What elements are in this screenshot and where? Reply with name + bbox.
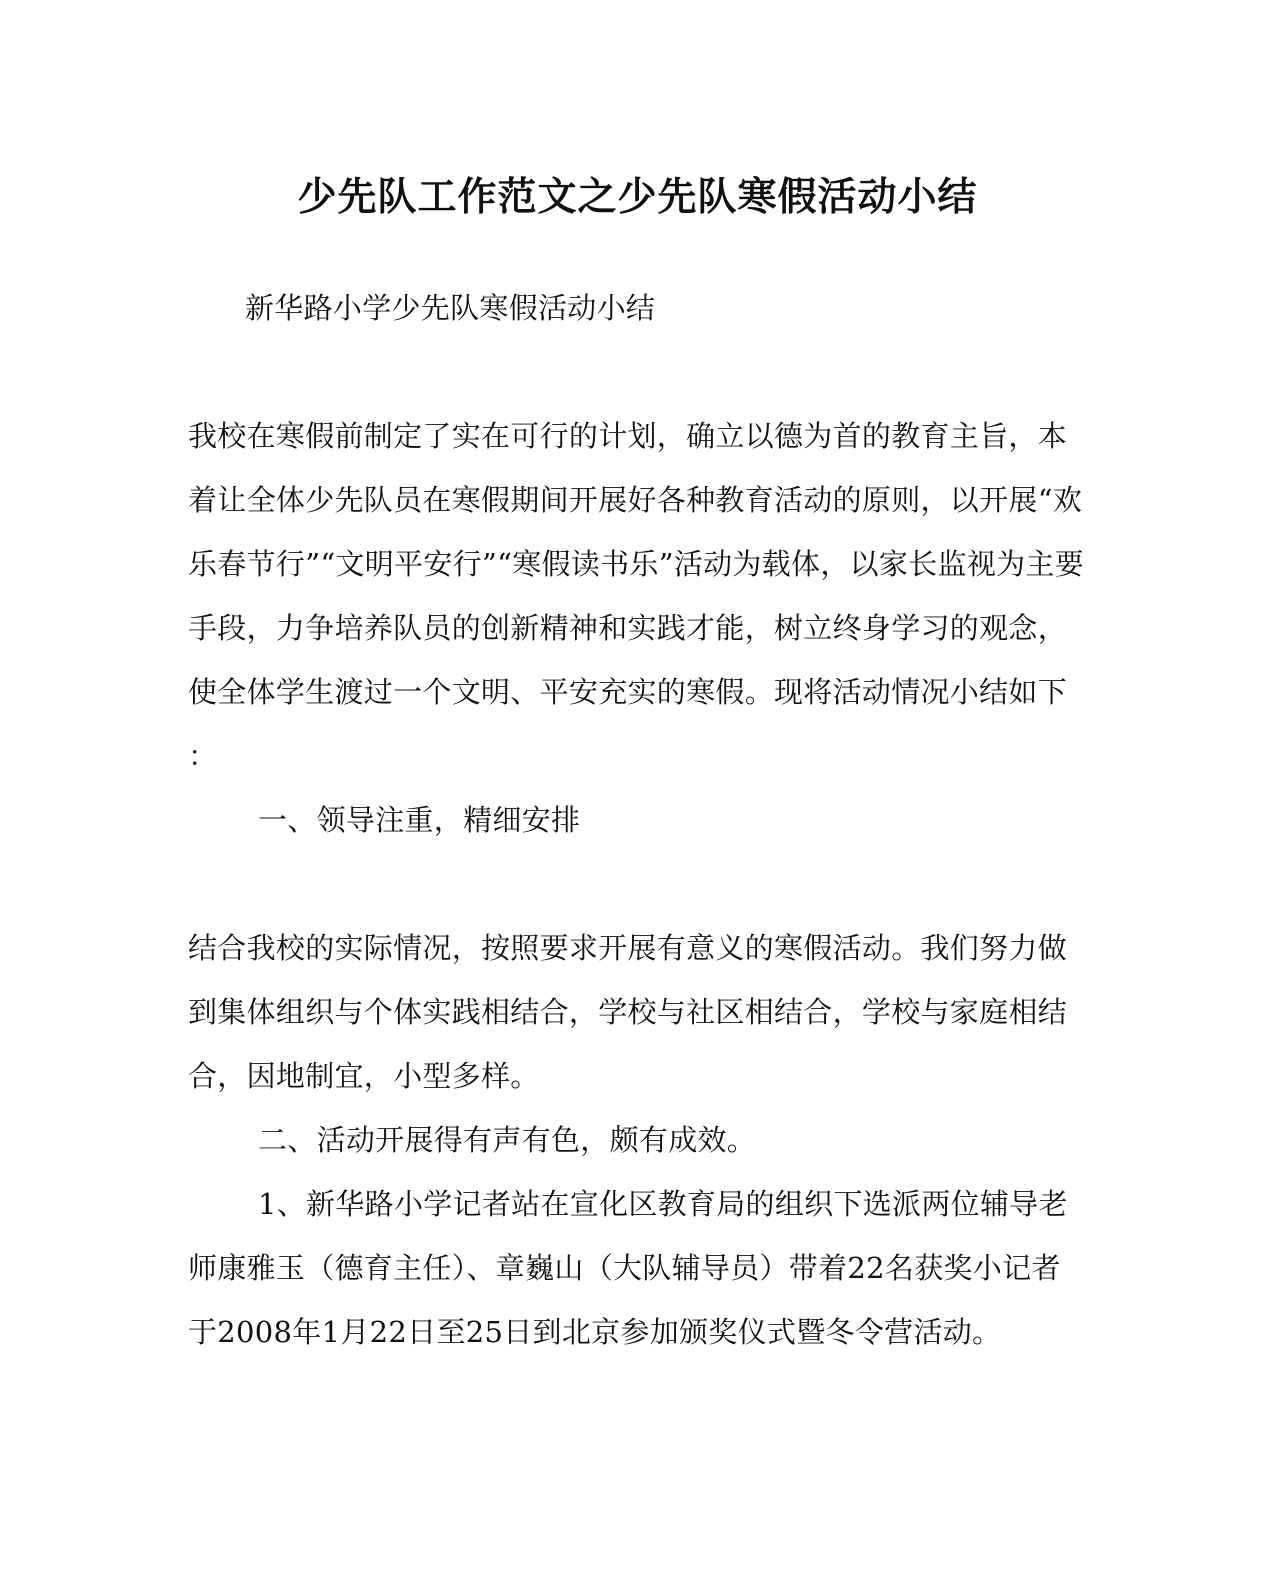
paragraph-line: 到集体组织与个体实践相结合，学校与社区相结合，学校与家庭相结 — [188, 995, 1068, 1029]
paragraph-line: 手段，力争培养队员的创新精神和实践才能，树立终身学习的观念， — [188, 611, 1068, 645]
paragraph-line: 于2008年1月22日至25日到北京参加颁奖仪式暨冬令营活动。 — [188, 1315, 1002, 1349]
section-heading: 二、活动开展得有声有色，颇有成效。 — [258, 1123, 757, 1157]
paragraph-line: 着让全体少先队员在寒假期间开展好各种教育活动的原则，以开展“欢 — [188, 483, 1083, 517]
paragraph-line: 乐春节行”“文明平安行”“寒假读书乐”活动为载体，以家长监视为主要 — [188, 547, 1085, 581]
paragraph-line: 使全体学生渡过一个文明、平安充实的寒假。现将活动情况小结如下 — [188, 675, 1068, 709]
document-title: 少先队工作范文之少先队寒假活动小结 — [297, 174, 978, 220]
paragraph-line: 师康雅玉（德育主任）、章巍山（大队辅导员）带着22名获奖小记者 — [188, 1251, 1061, 1285]
section-heading: 一、领导注重，精细安排 — [258, 803, 581, 837]
paragraph-line: 1、新华路小学记者站在宣化区教育局的组织下选派两位辅导老 — [258, 1187, 1068, 1221]
paragraph-line: 我校在寒假前制定了实在可行的计划，确立以德为首的教育主旨，本 — [188, 419, 1068, 453]
paragraph-line: 结合我校的实际情况，按照要求开展有意义的寒假活动。我们努力做 — [188, 931, 1068, 965]
paragraph-line: ： — [188, 739, 218, 773]
document-subtitle: 新华路小学少先队寒假活动小结 — [245, 291, 656, 325]
paragraph-line: 合，因地制宜，小型多样。 — [188, 1059, 540, 1093]
